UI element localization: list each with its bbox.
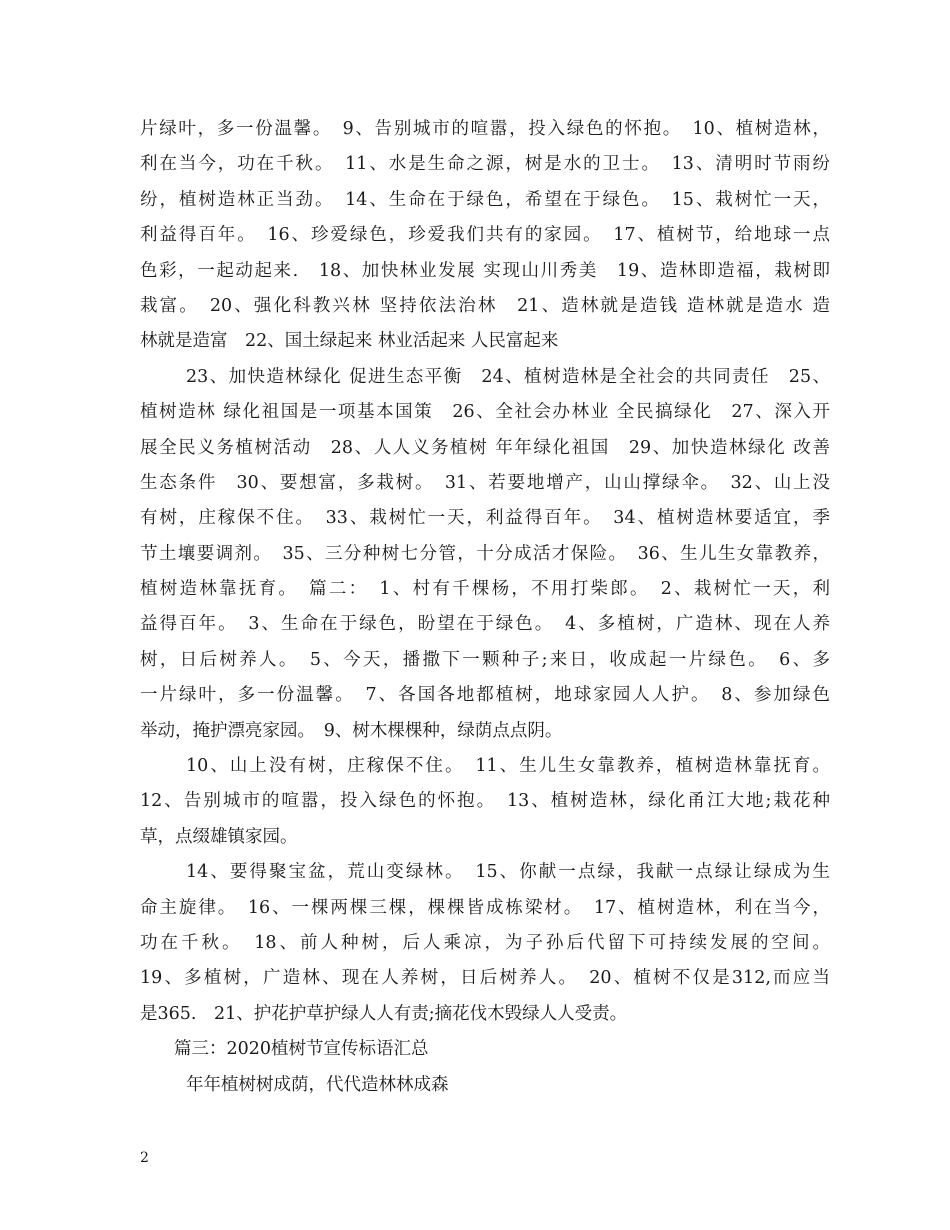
text-line: 树，日后树养人。 5、今天，播撒下一颗种子;来日，收成起一片绿色。 6、多 <box>140 649 830 670</box>
text-line: 色彩，一起动起来. 18、加快林业发展 实现山川秀美 19、造林即造福，栽树即 <box>140 260 830 281</box>
text-line: 举动，掩护漂亮家园。 9、树木棵棵种，绿荫点点阴。 <box>140 720 563 741</box>
text-line: 是365. 21、护花护草护绿人人有责;摘花伐木毁绿人人受责。 <box>140 1003 628 1024</box>
text-line: 片绿叶，多一份温馨。 9、告别城市的喧嚣，投入绿色的怀抱。 10、植树造林， <box>140 119 830 139</box>
text-line: 23、加快造林绿化 促进生态平衡 24、植树造林是全社会的共同责任 25、 <box>186 366 830 387</box>
text-line: 19、多植树，广造林、现在人养树，日后树养人。 20、植树不仅是312,而应当 <box>140 968 830 989</box>
text-line: 草，点缀雄镇家园。 <box>140 826 298 847</box>
text-line: 10、山上没有树，庄稼保不住。 11、生儿生女靠教养，植树造林靠抚育。 <box>186 756 830 777</box>
document-body <box>140 112 830 1103</box>
page-number: 2 <box>140 1150 149 1166</box>
text-line: 林就是造富 22、国土绿起来 林业活起来 人民富起来 <box>140 331 559 352</box>
text-line: 植树造林靠抚育。 篇二： 1、村有千棵杨，不用打柴郎。 2、栽树忙一天，利 <box>140 579 830 600</box>
text-line: 利在当今，功在千秋。 11、水是生命之源，树是水的卫士。 13、清明时节雨纷 <box>140 154 830 175</box>
text-line: 植树造林 绿化祖国是一项基本国策 26、全社会办林业 全民搞绿化 27、深入开 <box>140 402 830 423</box>
text-line: 年年植树树成荫，代代造林林成森 <box>186 1074 449 1095</box>
text-line: 利益得百年。 16、珍爱绿色，珍爱我们共有的家园。 17、植树节，给地球一点 <box>140 225 830 246</box>
text-line: 益得百年。 3、生命在于绿色，盼望在于绿色。 4、多植树，广造林、现在人养 <box>140 614 830 635</box>
text-line: 生态条件 30、要想富，多栽树。 31、若要地增产，山山撑绿伞。 32、山上没 <box>140 472 830 493</box>
text-line: 14、要得聚宝盆，荒山变绿林。 15、你献一点绿，我献一点绿让绿成为生 <box>186 862 830 883</box>
text-line: 功在千秋。 18、前人种树，后人乘凉，为子孙后代留下可持续发展的空间。 <box>140 932 830 953</box>
text-line: 节土壤要调剂。 35、三分种树七分管，十分成活才保险。 36、生儿生女靠教养， <box>140 543 830 564</box>
text-line: 12、告别城市的喧嚣，投入绿色的怀抱。 13、植树造林，绿化甬江大地;栽花种 <box>140 791 830 812</box>
text-line: 栽富。 20、强化科教兴林 坚持依法治林 21、造林就是造钱 造林就是造水 造 <box>140 295 830 316</box>
text-line: 纷，植树造林正当劲。 14、生命在于绿色，希望在于绿色。 15、栽树忙一天， <box>140 189 830 210</box>
text-line: 一片绿叶，多一份温馨。 7、各国各地都植树，地球家园人人护。 8、参加绿色 <box>140 685 830 706</box>
text-line: 展全民义务植树活动 28、人人义务植树 年年绿化祖国 29、加快造林绿化 改善 <box>140 437 830 458</box>
text-line: 命主旋律。 16、一棵两棵三棵，棵棵皆成栋梁材。 17、植树造林，利在当今， <box>140 897 830 918</box>
text-line: 有树，庄稼保不住。 33、栽树忙一天，利益得百年。 34、植树造林要适宜，季 <box>140 508 830 529</box>
section-heading: 篇三：2020植树节宣传标语汇总 <box>174 1039 429 1060</box>
